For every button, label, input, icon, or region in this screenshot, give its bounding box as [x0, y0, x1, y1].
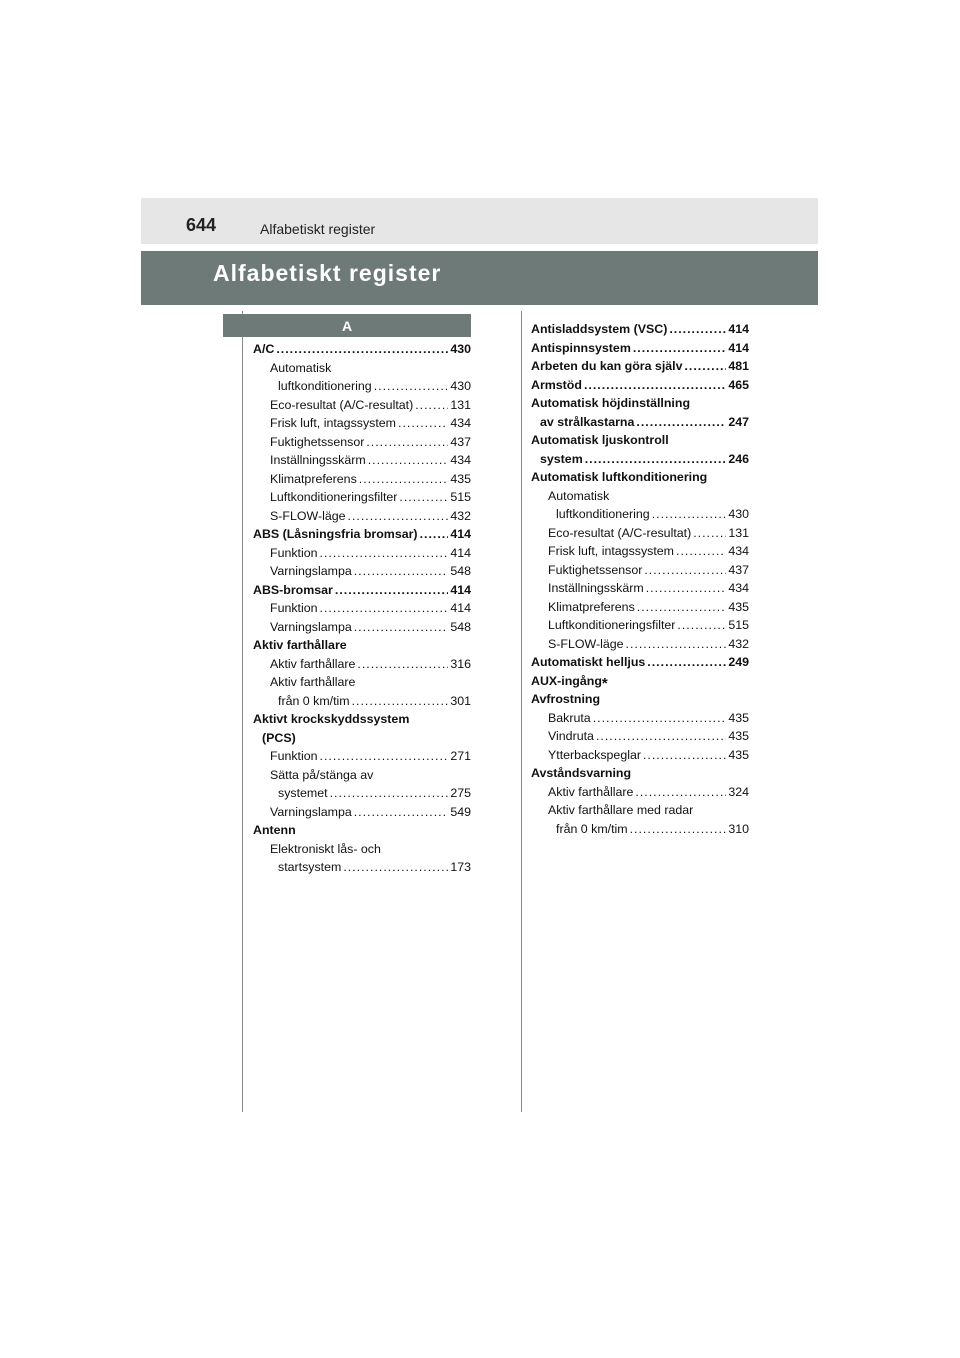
index-entry-label: system — [540, 451, 583, 466]
index-entry — [531, 801, 749, 820]
index-entry-label: Fuktighetssensor — [270, 434, 365, 449]
index-entry — [253, 451, 471, 470]
dot-leader — [320, 747, 449, 766]
index-entry-page: 430 — [450, 342, 471, 356]
index-entry-page: 173 — [450, 860, 471, 874]
dot-leader — [646, 579, 727, 598]
index-entry: AUX-ingång * — [531, 673, 608, 692]
index-entry — [531, 635, 749, 654]
index-entry-page: 131 — [450, 397, 471, 412]
index-entry — [253, 636, 471, 655]
index-entry-page: 316 — [450, 656, 471, 671]
index-entry-page: 301 — [450, 693, 471, 708]
index-entry-page: 434 — [728, 544, 749, 558]
index-entry-label: Eco-resultat (A/C-resultat) — [548, 525, 692, 540]
dot-leader — [398, 414, 448, 433]
index-entry-label: S-FLOW-läge — [548, 636, 624, 651]
index-entry-label: Automatisk luftkonditionering — [531, 470, 708, 484]
dot-leader — [415, 396, 448, 415]
index-entry — [531, 616, 749, 635]
index-entry — [253, 562, 471, 581]
index-entry — [531, 820, 749, 839]
index-entry-page: 515 — [728, 618, 749, 632]
index-entry — [531, 505, 749, 524]
index-entry-label: från 0 km/tim — [556, 821, 628, 836]
index-entry-label: Vindruta — [548, 729, 594, 743]
index-entry-page: 414 — [728, 340, 749, 355]
index-entry — [531, 764, 749, 783]
dot-leader — [359, 470, 449, 489]
index-entry — [531, 598, 749, 617]
index-entry — [253, 747, 471, 766]
index-entry-label: Automatisk — [270, 360, 332, 375]
index-entry-label: ABS (Låsningsfria bromsar) — [253, 527, 418, 541]
index-entry-page: 271 — [450, 749, 471, 763]
index-entry — [253, 377, 471, 396]
dot-leader — [357, 655, 448, 674]
index-entry-label: Elektroniskt lås- och — [270, 841, 381, 856]
dot-leader — [677, 616, 726, 635]
index-entry-page: 548 — [450, 619, 471, 634]
index-entry — [253, 692, 471, 711]
dot-leader — [354, 618, 449, 637]
index-entry-label: Klimatpreferens — [270, 471, 357, 486]
index-entry-page: 435 — [728, 599, 749, 614]
index-entry — [253, 784, 471, 803]
index-entry-page: 434 — [728, 581, 749, 595]
dot-leader — [693, 524, 726, 543]
index-entry — [531, 746, 749, 765]
index-entry-label: Varningslampa — [270, 804, 352, 819]
index-entry-page: 434 — [450, 416, 471, 430]
index-entry-label: Avfrostning — [531, 692, 601, 706]
index-entry-page: 437 — [450, 434, 471, 449]
dot-leader — [348, 507, 449, 526]
index-entry — [253, 544, 471, 563]
index-entry — [253, 655, 471, 674]
index-entry — [253, 618, 471, 637]
index-entry — [531, 542, 749, 561]
index-entry — [531, 561, 749, 580]
dot-leader — [343, 858, 448, 877]
index-entry-label: Aktiv farthållare — [548, 784, 634, 799]
index-entry — [531, 653, 749, 672]
dot-leader — [684, 357, 726, 376]
index-entry — [531, 413, 749, 432]
index-entry-page: 414 — [728, 322, 749, 336]
section-letter-header: A — [223, 314, 471, 337]
index-entry — [531, 727, 749, 746]
header-bar — [141, 198, 818, 244]
dot-leader — [647, 653, 726, 672]
index-entry-label: Armstöd — [531, 377, 582, 392]
index-entry-label: (PCS) — [262, 730, 296, 745]
index-entry-label: Frisk luft, intagssystem — [270, 416, 396, 430]
index-entry-page: 435 — [728, 729, 749, 743]
running-title: Alfabetiskt register — [260, 221, 376, 237]
index-entry-label: Inställningsskärm — [270, 453, 366, 467]
index-entry-label: Klimatpreferens — [548, 599, 635, 614]
index-entry-page: 437 — [728, 562, 749, 577]
index-entry-page: 246 — [728, 451, 749, 466]
index-entry-label: Aktiv farthållare — [270, 656, 356, 671]
index-entry-label: från 0 km/tim — [278, 693, 350, 708]
index-entry-page: 435 — [728, 710, 749, 725]
index-entry-label: Varningslampa — [270, 564, 352, 578]
index-entry-label: Luftkonditioneringsfilter — [548, 618, 676, 632]
index-entry-label: Inställningsskärm — [548, 581, 644, 595]
index-entry-page: 414 — [450, 527, 471, 541]
index-entry — [253, 840, 471, 859]
index-column-left — [253, 340, 471, 877]
index-entry — [253, 766, 471, 785]
index-entry — [531, 468, 749, 487]
index-entry-label: Funktion — [270, 749, 318, 763]
index-entry-page: 324 — [728, 784, 749, 799]
index-entry — [253, 581, 471, 600]
index-entry — [531, 487, 749, 506]
index-entry — [253, 488, 471, 507]
index-entry — [531, 690, 749, 709]
index-entry — [531, 339, 749, 358]
index-entry-label: Funktion — [270, 601, 318, 615]
index-entry-page: 434 — [450, 453, 471, 467]
index-entry — [253, 599, 471, 618]
index-entry-label: Luftkonditioneringsfilter — [270, 490, 398, 504]
dot-leader — [352, 692, 449, 711]
middle-column-rule — [521, 311, 522, 1112]
index-entry-page: 549 — [450, 804, 471, 819]
dot-leader — [276, 340, 448, 359]
index-entry-label: Aktiv farthållare med radar — [548, 803, 694, 817]
dot-leader — [420, 525, 449, 544]
index-entry-label: Ytterbackspeglar — [548, 747, 641, 762]
index-entry-label: Antenn — [253, 823, 296, 837]
index-entry-label: Arbeten du kan göra själv — [531, 359, 683, 373]
index-entry-label: Bakruta — [548, 710, 591, 725]
dot-leader — [584, 376, 726, 395]
index-entry-label: Antisladdsystem (VSC) — [531, 322, 668, 336]
dot-leader — [643, 746, 726, 765]
index-entry — [253, 821, 471, 840]
index-entry-label: Aktivt krockskyddssystem — [253, 712, 410, 726]
index-entry-label: Automatiskt helljus — [531, 655, 646, 669]
index-entry-label: Automatisk höjdinställning — [531, 396, 691, 410]
index-entry-label: Aktiv farthållare — [270, 675, 356, 689]
index-entry — [253, 470, 471, 489]
page-number: 644 — [186, 215, 217, 235]
index-entry — [531, 783, 749, 802]
index-entry-label: luftkonditionering — [278, 379, 372, 393]
index-entry — [253, 433, 471, 452]
index-entry-label: systemet — [278, 786, 328, 800]
dot-leader — [366, 433, 448, 452]
index-entry-page: 430 — [450, 379, 471, 393]
index-entry — [253, 340, 471, 359]
index-entry-label: S-FLOW-läge — [270, 508, 346, 523]
dot-leader — [626, 635, 727, 654]
index-entry — [531, 524, 749, 543]
dot-leader — [676, 542, 726, 561]
dot-leader — [399, 488, 448, 507]
index-entry-page: 414 — [450, 601, 471, 615]
index-entry — [253, 803, 471, 822]
dot-leader — [354, 803, 449, 822]
left-column-rule — [242, 311, 243, 1112]
index-entry-label: A/C — [253, 342, 275, 356]
index-entry-page: 414 — [450, 582, 471, 597]
index-entry — [253, 858, 471, 877]
dot-leader — [636, 413, 726, 432]
index-entry — [531, 320, 749, 339]
index-entry-label: Automatisk — [548, 488, 610, 503]
index-entry — [253, 359, 471, 378]
index-entry-label: Fuktighetssensor — [548, 562, 643, 577]
index-entry-label: av strålkastarna — [540, 414, 635, 429]
index-column-right — [531, 320, 749, 838]
index-entry — [531, 357, 749, 376]
index-entry — [531, 431, 749, 450]
dot-leader — [644, 561, 726, 580]
dot-leader — [593, 709, 727, 728]
index-entry — [253, 710, 471, 729]
index-entry — [531, 450, 749, 469]
index-entry-page: 275 — [450, 786, 471, 800]
index-entry — [253, 729, 471, 748]
index-entry-page: 435 — [728, 747, 749, 762]
index-entry-page: 247 — [728, 414, 749, 429]
dot-leader — [374, 377, 449, 396]
index-entry-page: 432 — [728, 636, 749, 651]
index-entry — [253, 507, 471, 526]
index-entry-label: Funktion — [270, 545, 318, 560]
page-title: Alfabetiskt register — [213, 260, 442, 286]
index-entry-page: 310 — [728, 821, 749, 836]
index-entry — [253, 396, 471, 415]
index-entry-label: Antispinnsystem — [531, 340, 631, 355]
index-entry-label: Eco-resultat (A/C-resultat) — [270, 397, 414, 412]
index-entry-label: Avståndsvarning — [531, 766, 632, 780]
index-entry — [253, 525, 471, 544]
index-entry-label: Varningslampa — [270, 619, 352, 634]
dot-leader — [320, 544, 449, 563]
dot-leader — [596, 727, 726, 746]
index-entry-page: 548 — [450, 564, 471, 578]
index-entry-page: 430 — [728, 507, 749, 521]
dot-leader — [633, 339, 726, 358]
index-entry-page: 131 — [728, 525, 749, 540]
dot-leader — [354, 562, 449, 581]
index-entry — [253, 414, 471, 433]
dot-leader — [630, 820, 727, 839]
dot-leader — [669, 320, 726, 339]
index-entry-label: Frisk luft, intagssystem — [548, 544, 674, 558]
index-entry — [531, 579, 749, 598]
index-entry-page: 515 — [450, 490, 471, 504]
index-entry-page: 432 — [450, 508, 471, 523]
dot-leader — [652, 505, 727, 524]
index-entry — [531, 394, 749, 413]
dot-leader — [637, 598, 727, 617]
dot-leader — [368, 451, 449, 470]
dot-leader — [335, 581, 448, 600]
index-entry-page: 249 — [728, 655, 749, 669]
index-entry-label: Aktiv farthållare — [253, 638, 347, 652]
dot-leader — [330, 784, 449, 803]
index-entry — [531, 376, 749, 395]
dot-leader — [635, 783, 726, 802]
dot-leader — [585, 450, 727, 469]
index-entry-label: Automatisk ljuskontroll — [531, 433, 669, 447]
index-entry-label: AUX-ingång — [531, 673, 602, 688]
index-entry — [531, 709, 749, 728]
index-entry-label: startsystem — [278, 860, 342, 874]
index-entry — [253, 673, 471, 692]
index-entry-page: 481 — [728, 359, 749, 373]
index-entry-page: 465 — [728, 377, 749, 392]
index-entry-page: 414 — [450, 545, 471, 560]
index-entry-page: 435 — [450, 471, 471, 486]
index-entry-label: Sätta på/stänga av — [270, 767, 374, 782]
index-entry-label: ABS-bromsar — [253, 582, 333, 597]
index-entry-label: luftkonditionering — [556, 507, 650, 521]
dot-leader — [320, 599, 449, 618]
